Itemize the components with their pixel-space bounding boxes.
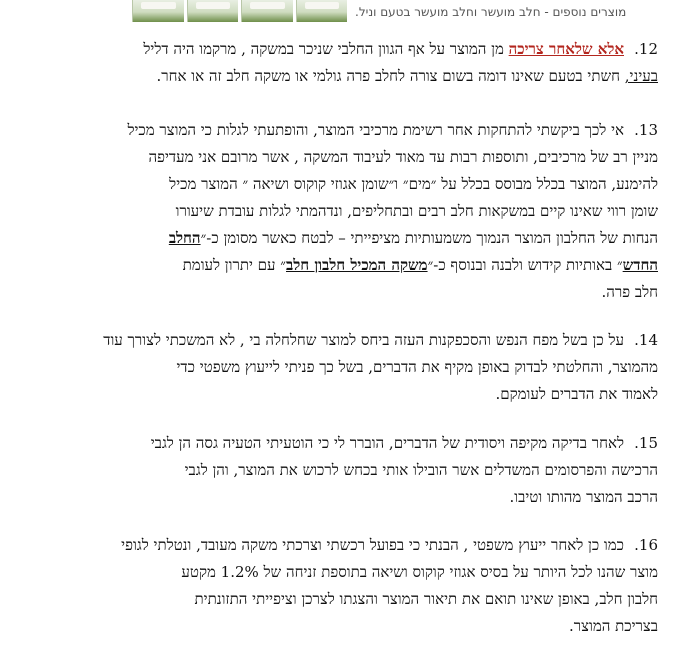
text-line: על כן בשל מפח הנפש והסכפקנות העזה ביחס למוצר שחלחלה בי , לא המשכתי לצורך עוד	[103, 331, 624, 349]
underlined-text: בעיני,	[624, 67, 658, 85]
text-span: מן המוצר על אף הגוון החלבי שניכר במשקה , מרקמו היה דליל	[143, 40, 509, 58]
text-line: חלב פרה.	[601, 283, 658, 301]
paragraph-number: 13.	[634, 121, 658, 139]
text-line: מוצר שהנו לכל היותר על בסיס אגוזי קוקוס ושיאה בתוספת זניחה של 1.2% מקטע	[181, 563, 658, 581]
product-pack-image	[241, 0, 293, 22]
bold-underlined-text: החלב	[168, 229, 201, 247]
product-pack-image	[187, 0, 239, 22]
text-line: מניין רב של מרכיבים, ותוספות רבות עד מאוד לעיבוד המשקה , אשר מרובם אני מעדיפה	[148, 148, 658, 166]
text-line: אי לכך ביקשתי להתחקות אחר רשימת מרכיבי המוצר, והופתעתי לגלות כי המוצר מכיל	[127, 121, 624, 139]
bold-underlined-text: משקה המכיל חלבון חלב	[286, 256, 428, 274]
text-line: לאחר בדיקה מקיפה ויסודית של הדברים, הוברר לי כי הוטעיתי הטעיה גסה הן לגבי	[150, 434, 624, 452]
text-line: הרכב המוצר מהותו וטיבו.	[509, 488, 658, 506]
paragraph-number: 15.	[634, 434, 658, 452]
text-line: לאמוד את הדברים לעומקם.	[495, 385, 658, 403]
text-line: מהמוצר, והחלטתי לבדוק באופן מקיף את הדברים, בשל כך פניתי לייעוץ משפטי כדי	[176, 358, 658, 376]
paragraph-15	[40, 430, 658, 511]
paragraph-number: 14.	[634, 331, 658, 349]
text-line: חלבון חלב, באופן שאינו תואם את תיאור המוצר והצגתו לצרכן וציפייתי התזונתית	[194, 590, 658, 608]
text-line: הרכישה והפרסומים המשדלים אשר הובילו אותי בכחש לרכוש את המוצר, והן לגבי	[184, 461, 658, 479]
paragraph-16	[40, 532, 658, 640]
bold-underlined-text: החדש	[622, 256, 658, 274]
emphasis-red: אלא שלאחר צריכה	[508, 40, 624, 58]
product-pack-image	[296, 0, 348, 22]
text-line: להימנע, המוצר בכלל מבוסס בכלל על ״מים״ ו״שומן אגוזי קוקוס ושיאה ״ המוצר מכיל	[169, 175, 658, 193]
product-images	[132, 0, 347, 22]
text-line: כמו כן לאחר ייעוץ משפטי , הבנתי כי בפועל רכשתי וצרכתי משקה מעובד, ונטלתי לגופי	[121, 536, 624, 554]
text-line: בצריכת המוצר.	[569, 617, 658, 635]
text-span: ״ באותיות קידוש ולבנה ובנוסף כ-״	[427, 256, 623, 274]
paragraph-number: 12.	[634, 40, 658, 58]
product-pack-image	[132, 0, 184, 22]
paragraph-number: 16.	[634, 536, 658, 554]
text-line: שומן רווי שאינו קיים במשקאות חלב רבים ובתחליפים, ונדהמתי לגלות עובדת שיעורו	[175, 202, 658, 220]
product-banner	[0, 0, 695, 26]
paragraph-13	[40, 117, 658, 306]
text-span: הנחות של החלבון המוצר הנמוך משמעותיות מציפייתי – לבטח כאשר מסומן כ-״	[200, 229, 658, 247]
paragraph-12	[40, 36, 658, 90]
banner-caption: מוצרים נוספים - חלב מועשר וחלב מועשר בטעם וניל.	[355, 5, 627, 19]
paragraph-14	[40, 327, 658, 408]
text-span: חשתי בטעם שאינו דומה בשום צורה לחלב פרה גולמי או משקה חלב זה או אחר.	[156, 67, 625, 85]
text-span: ״ עם יתרון לעומת	[182, 256, 287, 274]
